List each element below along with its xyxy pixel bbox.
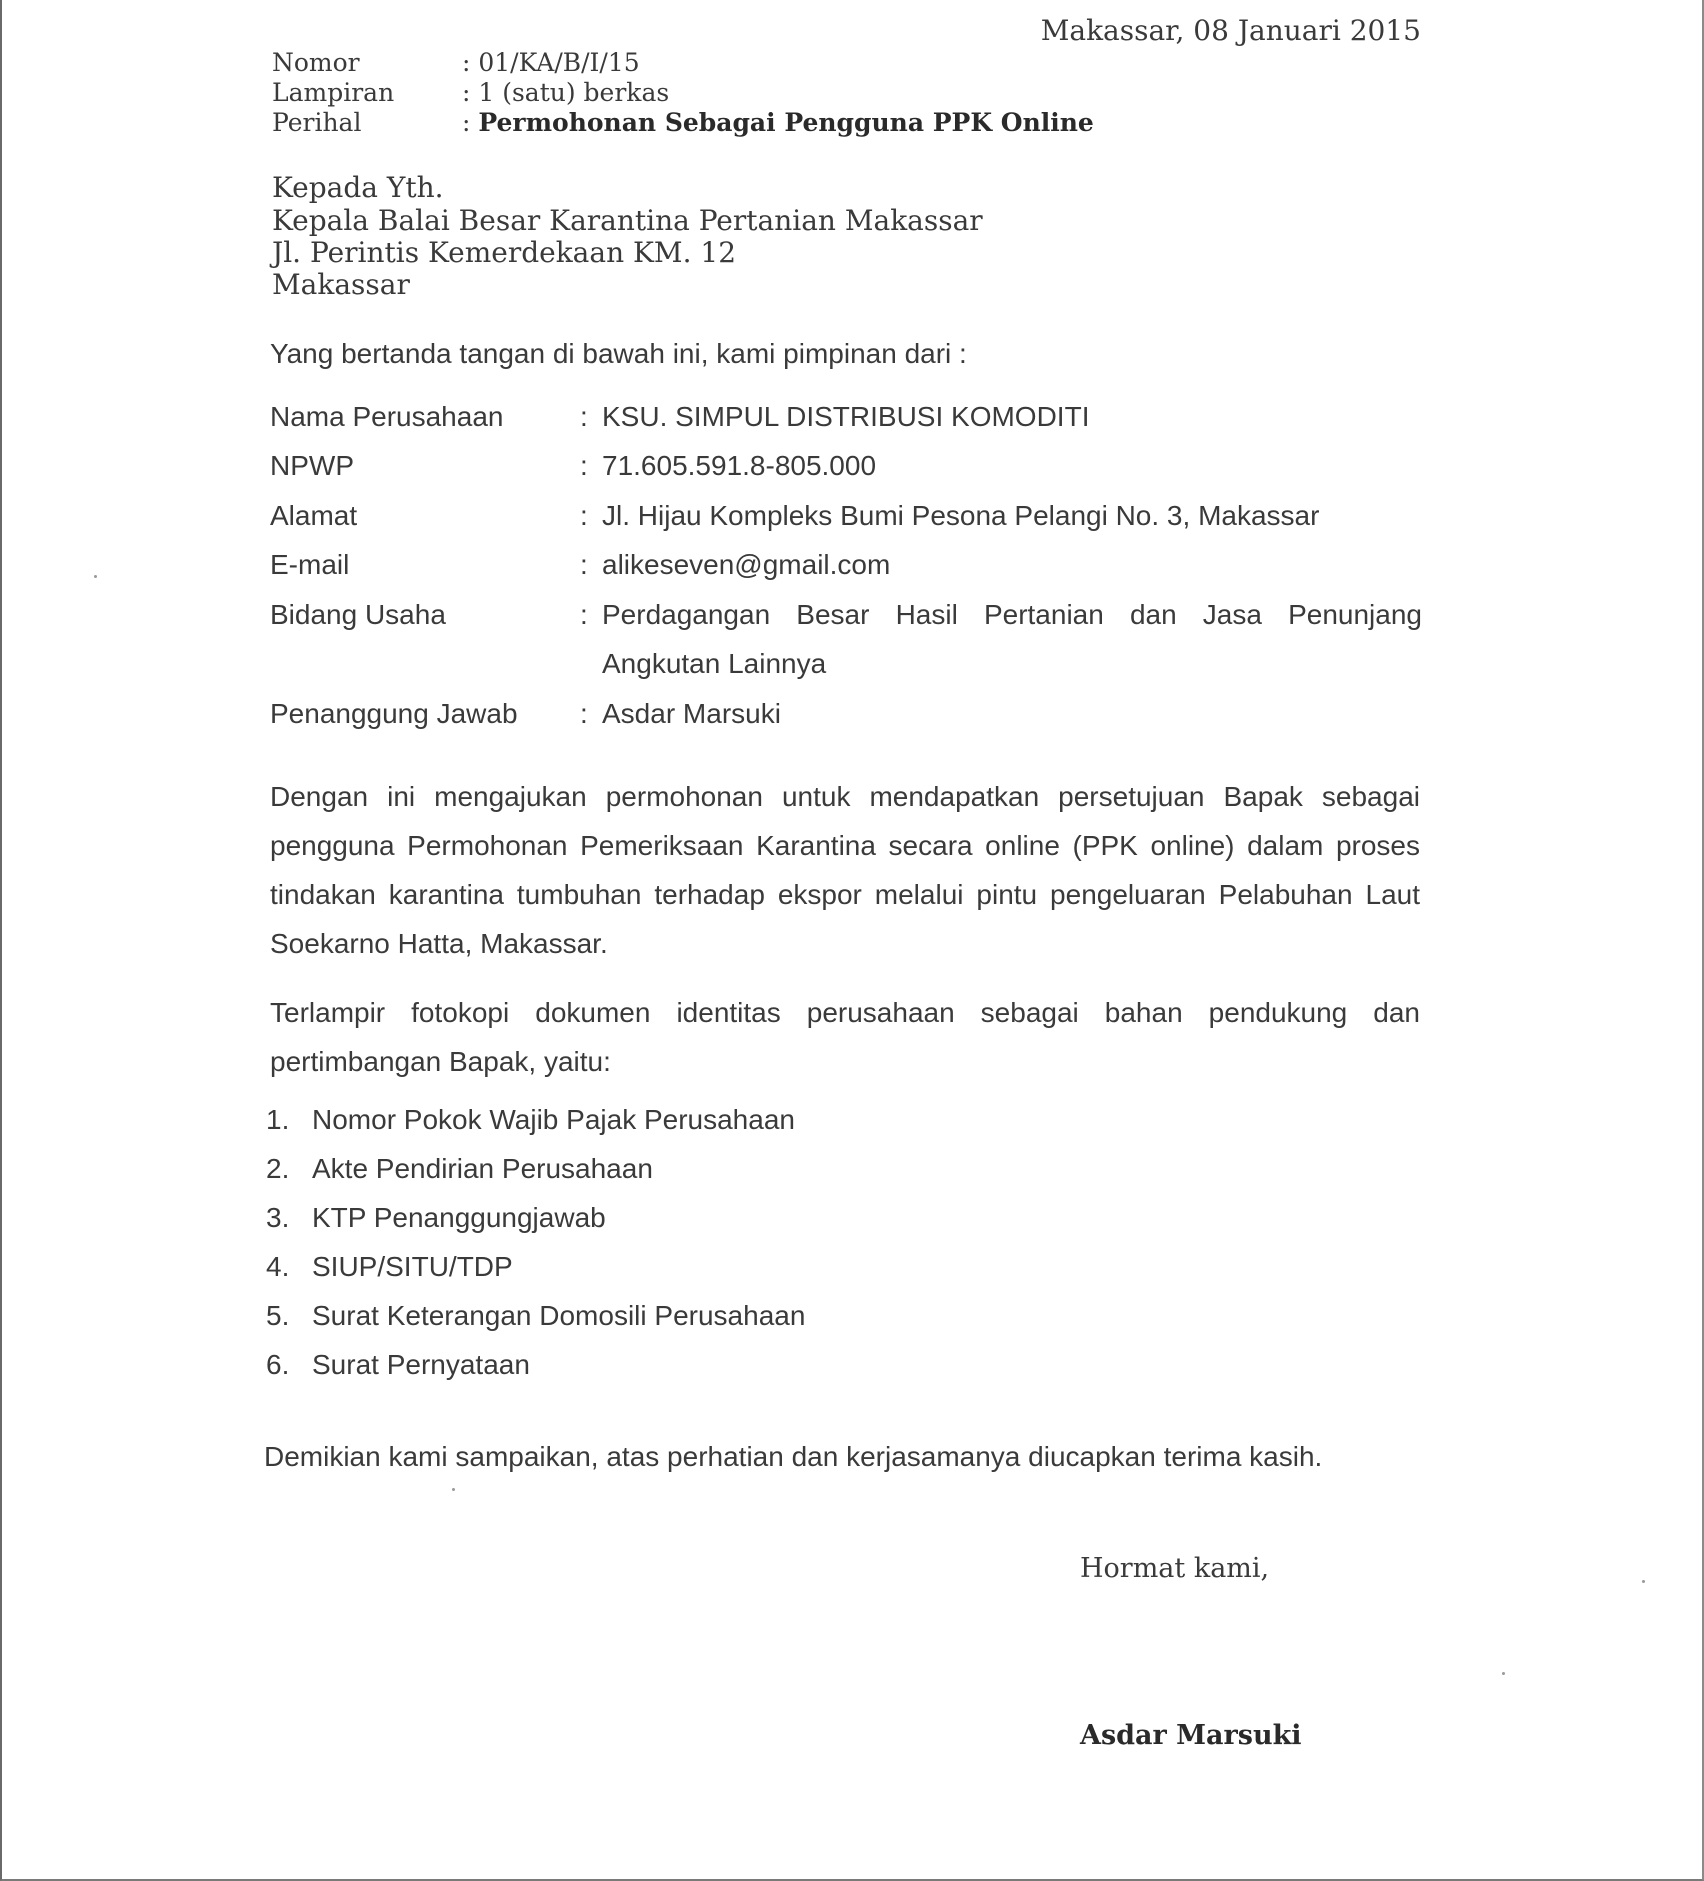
scan-speck (452, 1488, 455, 1491)
list-item: 3. KTP Penanggungjawab (266, 1202, 606, 1233)
pj-value: Asdar Marsuki (602, 698, 781, 729)
perihal-colon: : (462, 108, 479, 137)
paragraph-request: Dengan ini mengajukan permohonan untuk mendapatkan persetujuan Bapak sebagai pengguna Permohonan Pemeriksaan Karantina secara online (PPK online) dalam proses tindakan karantina tumbuhan terhadap ekspor melalui pintu pengeluaran Pelabuhan Laut Soekarno Hatta, Makassar. (270, 781, 1420, 959)
recipient-line-1: Kepada Yth. (272, 171, 444, 204)
scan-speck (1502, 1672, 1505, 1675)
lampiran-value: : 1 (satu) berkas (462, 78, 670, 107)
bidang-value-line-2: Angkutan Lainnya (602, 648, 827, 679)
paragraph-attachments-intro: Terlampir fotokopi dokumen identitas perusahaan sebagai bahan pendukung dan pertimbangan Bapak, yaitu: (270, 997, 1420, 1077)
pj-colon: : (580, 698, 588, 729)
alamat-colon: : (580, 500, 588, 531)
intro-text: Yang bertanda tangan di bawah ini, kami pimpinan dari : (270, 338, 967, 369)
list-item: 5. Surat Keterangan Domosili Perusahaan (266, 1300, 806, 1331)
signer-name: Asdar Marsuki (1080, 1720, 1302, 1751)
alamat-label: Alamat (270, 500, 358, 531)
npwp-colon: : (580, 450, 588, 481)
nomor-value: : 01/KA/B/I/15 (462, 48, 640, 77)
bidang-value-line-1: Perdagangan Besar Hasil Pertanian dan Jasa Penunjang (602, 599, 1422, 630)
scan-speck (1642, 1580, 1645, 1583)
list-item: 4. SIUP/SITU/TDP (266, 1251, 513, 1282)
paragraph-closing: Demikian kami sampaikan, atas perhatian dan kerjasamanya diucapkan terima kasih. (264, 1441, 1323, 1472)
nama-colon: : (580, 401, 588, 432)
recipient-line-2: Kepala Balai Besar Karantina Pertanian Makassar (272, 204, 983, 237)
letter-date: Makassar, 08 Januari 2015 (1040, 14, 1421, 47)
perihal-value-line (462, 108, 1094, 138)
closing-salutation: Hormat kami, (1080, 1553, 1270, 1584)
list-item: 6. Surat Pernyataan (266, 1349, 530, 1380)
email-label: E-mail (270, 549, 350, 580)
nomor-label: Nomor (272, 48, 360, 77)
lampiran-label: Lampiran (272, 78, 395, 107)
alamat-value: Jl. Hijau Kompleks Bumi Pesona Pelangi No. 3, Makassar (602, 500, 1320, 531)
npwp-value: 71.605.591.8-805.000 (602, 450, 877, 481)
perihal-value: Permohonan Sebagai Pengguna PPK Online (478, 108, 1094, 137)
recipient-line-4: Makassar (272, 268, 410, 301)
bidang-label: Bidang Usaha (270, 599, 446, 630)
nama-label: Nama Perusahaan (270, 401, 504, 432)
scan-speck (94, 575, 97, 578)
pj-label: Penanggung Jawab (270, 698, 518, 729)
recipient-line-3: Jl. Perintis Kemerdekaan KM. 12 (272, 236, 737, 269)
npwp-label: NPWP (270, 450, 354, 481)
list-item: 1. Nomor Pokok Wajib Pajak Perusahaan (266, 1104, 795, 1135)
email-value: alikeseven@gmail.com (602, 549, 891, 580)
nama-value: KSU. SIMPUL DISTRIBUSI KOMODITI (602, 401, 1090, 432)
email-colon: : (580, 549, 588, 580)
perihal-label: Perihal (272, 108, 362, 137)
bidang-colon: : (580, 599, 588, 630)
list-item: 2. Akte Pendirian Perusahaan (266, 1153, 653, 1184)
